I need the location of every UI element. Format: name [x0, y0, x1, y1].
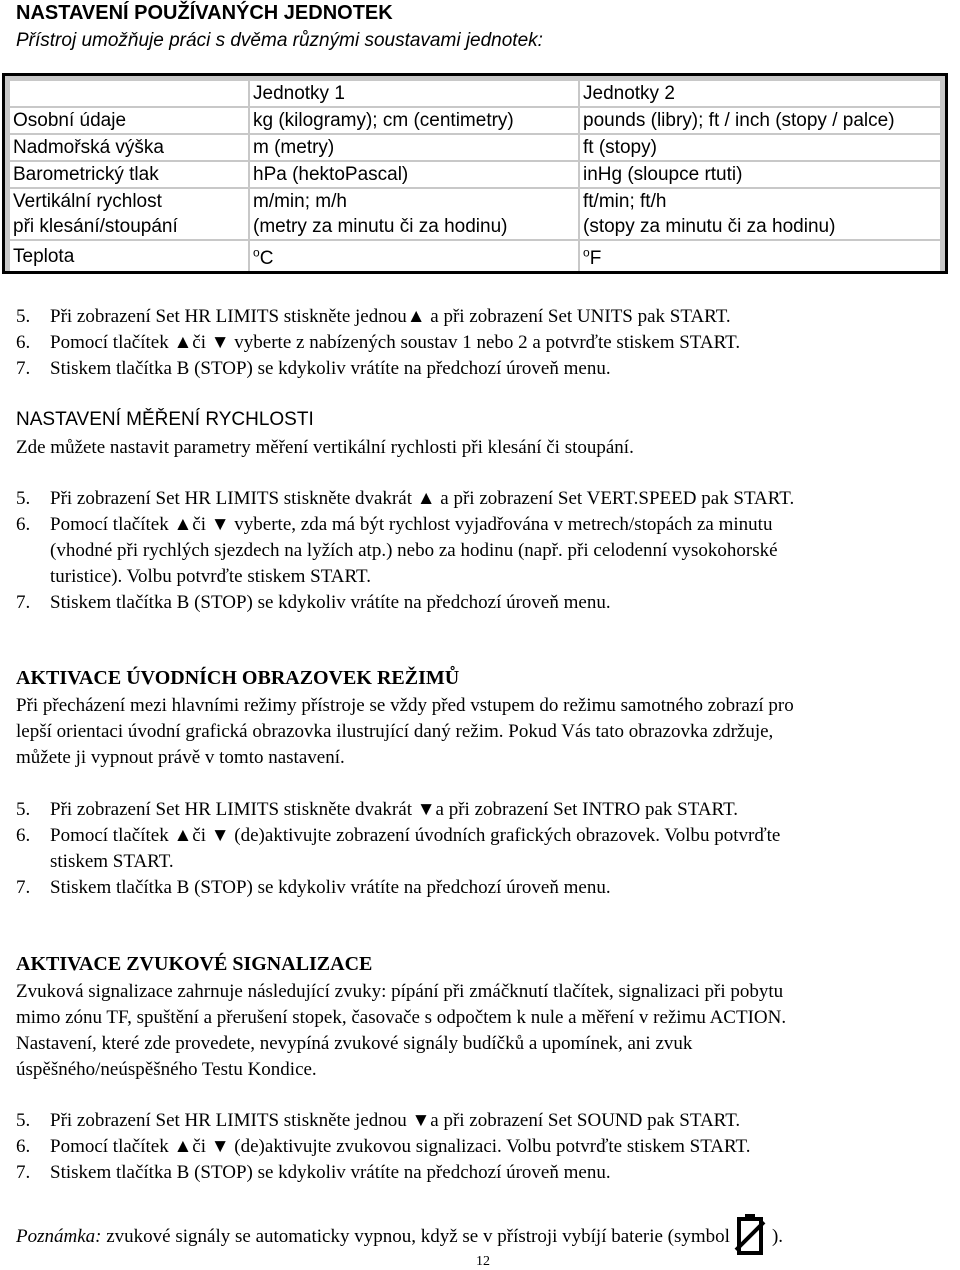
list-number: 5. [16, 306, 31, 327]
section-paragraph: Nastavení, které zde provedete, nevypíná zvukové signály budíčků a upomínek, ani zvuk [16, 1033, 693, 1054]
list-text: Při zobrazení Set HR LIMITS stiskněte dvakrát ▼a při zobrazení Set INTRO pak START. [50, 799, 739, 820]
table-cell: inHg (sloupce rtuti) [580, 162, 940, 187]
page-number: 12 [476, 1254, 490, 1269]
table-row [10, 241, 940, 271]
table-header-cell [10, 81, 248, 106]
page-title: NASTAVENÍ POUŽÍVANÝCH JEDNOTEK [16, 2, 393, 24]
list-text: Při zobrazení Set HR LIMITS stiskněte jednou▲ a při zobrazení Set UNITS pak START. [50, 306, 731, 327]
table-cell: kg (kilogramy); cm (centimetry) [250, 108, 578, 133]
section-title-speed: NASTAVENÍ MĚŘENÍ RYCHLOSTI [16, 409, 314, 430]
list-text: Pomocí tlačítek ▲či ▼ vyberte, zda má být rychlost vyjadřována v metrech/stopách za minutu [50, 514, 773, 535]
table-header-row [10, 81, 940, 106]
note-label: Poznámka: [16, 1226, 102, 1247]
list-text: turistice). Volbu potvrďte stiskem START. [50, 566, 371, 587]
list-number: 5. [16, 488, 31, 509]
page-subtitle: Přístroj umožňuje práci s dvěma různými soustavami jednotek: [16, 30, 543, 51]
table-cell: Nadmořská výška [10, 135, 248, 160]
degree-fahrenheit: $^o$F [583, 246, 602, 270]
table-cell: hPa (hektoPascal) [250, 162, 578, 187]
list-text: Při zobrazení Set HR LIMITS stiskněte jednou ▼a při zobrazení Set SOUND pak START. [50, 1110, 741, 1131]
cell-line: Vertikální rychlost [13, 191, 162, 212]
list-text: Pomocí tlačítek ▲či ▼ vyberte z nabízených soustav 1 nebo 2 a potvrďte stiskem START. [50, 332, 741, 353]
list-number: 5. [16, 799, 31, 820]
list-number: 6. [16, 1136, 31, 1157]
table-cell [580, 241, 940, 271]
list-number: 7. [16, 1162, 31, 1183]
degree-celsius: $^o$C [253, 246, 274, 270]
cell-line: (metry za minutu či za hodinu) [253, 216, 508, 237]
cell-line: ft/min; ft/h [583, 191, 667, 212]
section-paragraph: Zvuková signalizace zahrnuje následující zvuky: pípání při zmáčknutí tlačítek, signalizaci při pobytu [16, 981, 784, 1002]
section-paragraph: lepší orientaci úvodní grafická obrazovka ilustrující daný režim. Pokud Vás tato obrazovka zdržuje, [16, 721, 774, 742]
section-paragraph: Při přecházení mezi hlavními režimy přístroje se vždy před vstupem do režimu samotného zobrazí pro [16, 695, 794, 716]
list-text: Pomocí tlačítek ▲či ▼ (de)aktivujte zobrazení úvodních grafických obrazovek. Volbu potvrďte [50, 825, 781, 846]
battery-low-icon [734, 1212, 766, 1256]
note-text: zvukové signály se automaticky vypnou, když se v přístroji vybíjí baterie (symbol [101, 1226, 730, 1247]
list-number: 7. [16, 877, 31, 898]
list-number: 6. [16, 825, 31, 846]
list-number: 5. [16, 1110, 31, 1131]
note-end: ). [771, 1226, 784, 1247]
list-text: Pomocí tlačítek ▲či ▼ (de)aktivujte zvukovou signalizaci. Volbu potvrďte stiskem START. [50, 1136, 751, 1157]
table-row [10, 162, 940, 187]
section-paragraph: mimo zónu TF, spuštění a přerušení stopek, časovače s odpočtem k nule a měření v režimu ACTION. [16, 1007, 787, 1028]
cell-line: m/min; m/h [253, 191, 347, 212]
table-cell: Osobní údaje [10, 108, 248, 133]
units-table [2, 73, 948, 274]
table-cell: m (metry) [250, 135, 578, 160]
list-text: Stiskem tlačítka B (STOP) se kdykoliv vrátíte na předchozí úroveň menu. [50, 358, 611, 379]
list-text: stiskem START. [50, 851, 174, 872]
table-cell: pounds (libry); ft / inch (stopy / palce) [580, 108, 940, 133]
list-text: Stiskem tlačítka B (STOP) se kdykoliv vrátíte na předchozí úroveň menu. [50, 592, 611, 613]
section-paragraph: můžete ji vypnout právě v tomto nastavení. [16, 747, 345, 768]
table-row [10, 189, 940, 239]
list-number: 7. [16, 592, 31, 613]
table-cell [580, 189, 940, 239]
table-header-cell: Jednotky 1 [250, 81, 578, 106]
table-cell [250, 189, 578, 239]
list-text: Stiskem tlačítka B (STOP) se kdykoliv vrátíte na předchozí úroveň menu. [50, 877, 611, 898]
table-cell: ft (stopy) [580, 135, 940, 160]
list-text: (vhodné při rychlých sjezdech na lyžích atp.) nebo za hodinu (např. při celodenní vysokohorské [50, 540, 778, 561]
list-number: 6. [16, 332, 31, 353]
section-title-sound: AKTIVACE ZVUKOVÉ SIGNALIZACE [16, 953, 373, 975]
table-cell: Teplota [10, 241, 248, 271]
section-paragraph: úspěšného/neúspěšného Testu Kondice. [16, 1059, 317, 1080]
table-row [10, 108, 940, 133]
table-cell [10, 189, 248, 239]
note [16, 1212, 783, 1256]
cell-line: při klesání/stoupání [13, 216, 178, 237]
list-number: 6. [16, 514, 31, 535]
list-text: Stiskem tlačítka B (STOP) se kdykoliv vrátíte na předchozí úroveň menu. [50, 1162, 611, 1183]
table-cell: Barometrický tlak [10, 162, 248, 187]
cell-line: (stopy za minutu či za hodinu) [583, 216, 836, 237]
list-number: 7. [16, 358, 31, 379]
section-intro: Zde můžete nastavit parametry měření vertikální rychlosti při klesání či stoupání. [16, 437, 634, 458]
table-header-cell: Jednotky 2 [580, 81, 940, 106]
table-row [10, 135, 940, 160]
table-cell [250, 241, 578, 271]
list-text: Při zobrazení Set HR LIMITS stiskněte dvakrát ▲ a při zobrazení Set VERT.SPEED pak START. [50, 488, 795, 509]
section-title-intro: AKTIVACE ÚVODNÍCH OBRAZOVEK REŽIMŮ [16, 667, 460, 689]
